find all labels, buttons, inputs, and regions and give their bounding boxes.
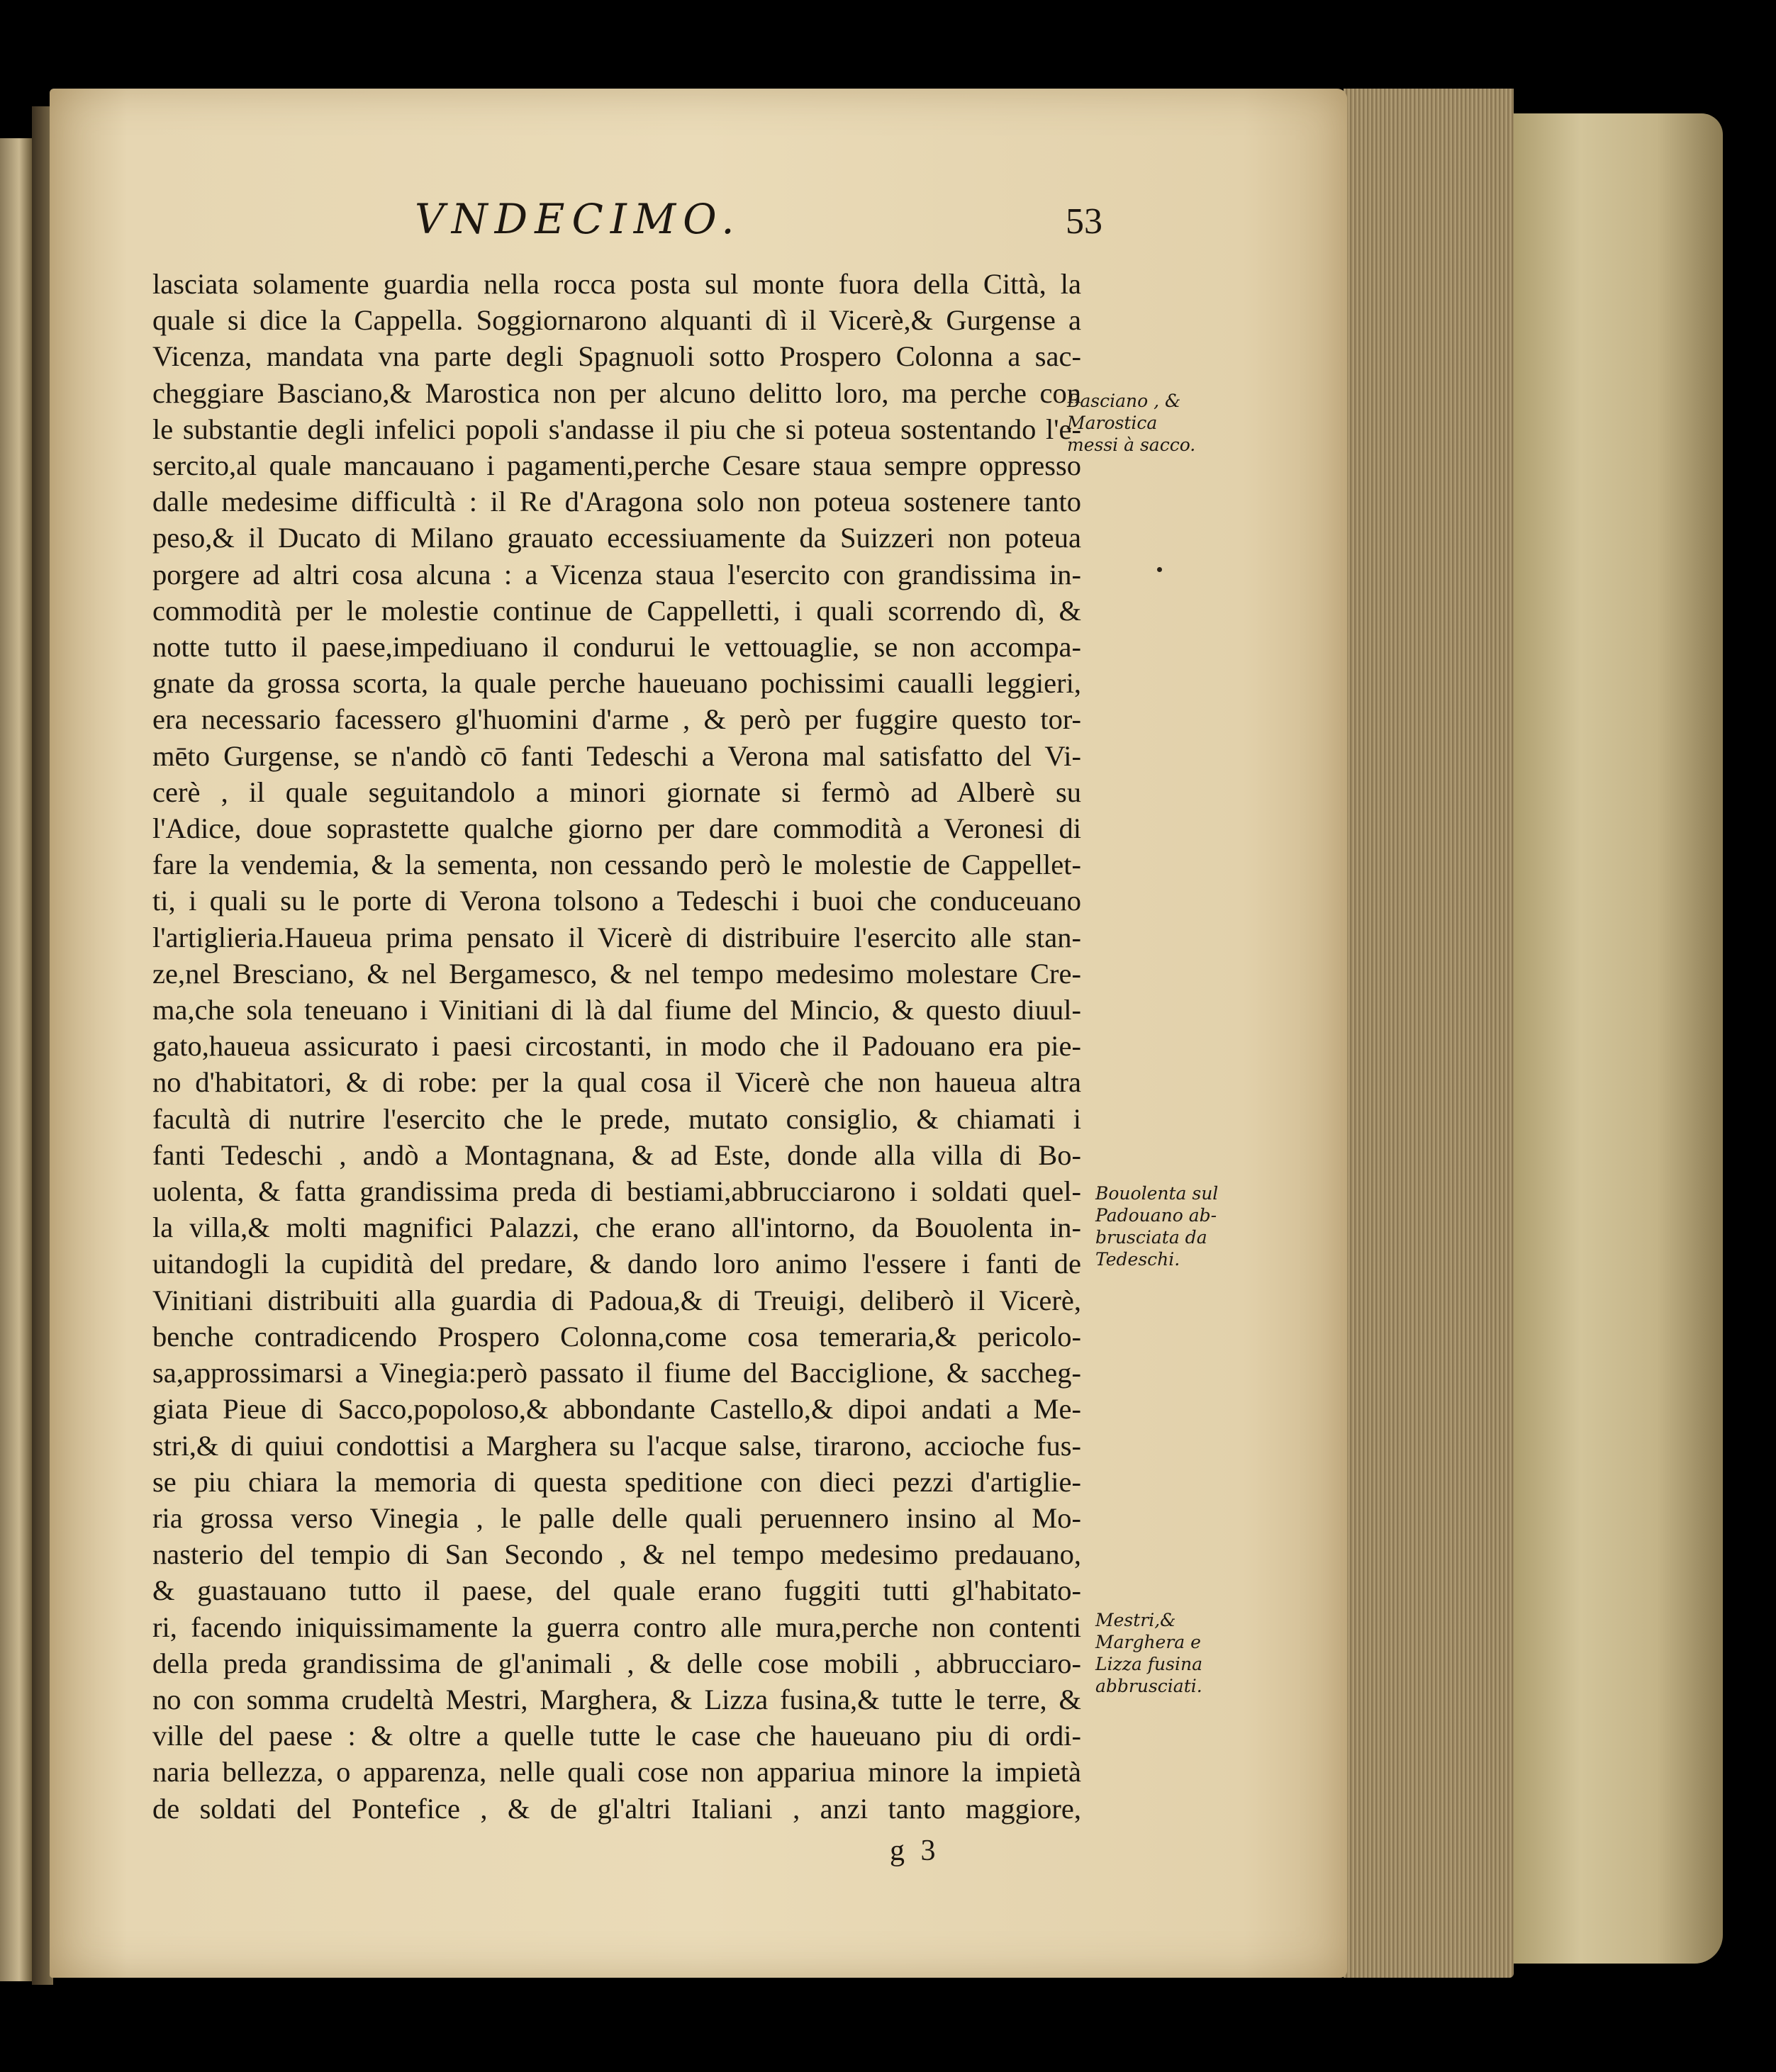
margin-note-line: abbrusciati.: [1095, 1676, 1202, 1696]
body-line: l'artiglieria.Haueua prima pensato il Vicerè di distribuire l'esercito alle stan-: [152, 921, 1081, 953]
margin-note-basciano: [1067, 390, 1209, 456]
body-line: cerè , il quale seguitandolo a minori giornate si fermò ad Alberè su: [152, 775, 1081, 808]
left-page-edge: [0, 138, 32, 1981]
body-line: ria grossa verso Vinegia , le palle delle quali peruennero insino al Mo-: [152, 1501, 1081, 1534]
body-line: mēto Gurgense, se n'andò cō fanti Tedeschi a Verona mal satisfatto del Vi-: [152, 739, 1081, 772]
body-line: gnate da grossa scorta, la quale perche haueuano pochissimi caualli leggieri,: [152, 667, 1081, 700]
body-line: no d'habitatori, & di robe: per la qual cosa il Vicerè che non haueua altra: [152, 1066, 1081, 1099]
running-head: [152, 195, 1102, 243]
margin-note-line: Tedeschi.: [1095, 1249, 1180, 1270]
signature-mark: g 3: [890, 1834, 940, 1867]
body-line: quale si dice la Cappella. Soggiornarono alquanti dì il Vicerè,& Gurgense a: [152, 304, 1081, 337]
body-line: naria bellezza, o apparenza, nelle quali cose non appariua minore la impietà: [152, 1756, 1081, 1788]
body-line: gato,haueua assicurato i paesi circostanti, in modo che il Padouano era pie-: [152, 1030, 1081, 1063]
body-line: ma,che sola teneuano i Vinitiani di là dal fiume del Mincio, & questo diuul-: [152, 994, 1081, 1026]
page-text-block: [152, 195, 1102, 1868]
body-line: nasterio del tempio di San Secondo , & nel tempo medesimo predauano,: [152, 1538, 1081, 1571]
body-line: ville del paese : & oltre a quelle tutte le case che haueuano piu di ordi-: [152, 1720, 1081, 1752]
body-line: no con somma crudeltà Mestri, Marghera, & Lizza fusina,& tutte le terre, &: [152, 1683, 1081, 1715]
margin-note-line: Marghera e: [1095, 1632, 1201, 1652]
ink-dot: [1157, 567, 1162, 572]
margin-note-line: Mestri,&: [1095, 1610, 1176, 1630]
body-line: benche contradicendo Prospero Colonna,come cosa temeraria,& pericolo-: [152, 1320, 1081, 1353]
body-line: era necessario facessero gl'huomini d'arme , & però per fuggire questo tor-: [152, 703, 1081, 736]
body-line: ze,nel Bresciano, & nel Bergamesco, & nel tempo medesimo molestare Cre-: [152, 957, 1081, 990]
margin-note-line: messi à sacco.: [1067, 435, 1196, 455]
body-line: dalle medesime difficultà : il Re d'Aragona solo non poteua sostenere tanto: [152, 486, 1081, 518]
body-line: lasciata solamente guardia nella rocca posta sul monte fuora della Città, la: [152, 268, 1081, 300]
margin-note-line: Padouano ab-: [1095, 1205, 1217, 1226]
body-line: la villa,& molti magnifici Palazzi, che erano all'intorno, da Bouolenta in-: [152, 1211, 1081, 1244]
body-line: della preda grandissima de gl'animali , & delle cose mobili , abbrucciaro-: [152, 1647, 1081, 1679]
book-fore-edge: [1344, 89, 1514, 1978]
margin-note-bouolenta: [1095, 1182, 1237, 1270]
margin-note-line: brusciata da: [1095, 1227, 1207, 1248]
body-text: [152, 266, 1102, 1827]
margin-note-line: Bouolenta sul: [1095, 1183, 1219, 1204]
body-line: sa,approssimarsi a Vinegia:però passato il fiume del Bacciglione, & saccheg-: [152, 1357, 1081, 1389]
body-line: porgere ad altri cosa alcuna : a Vicenza staua l'esercito con grandissima in-: [152, 558, 1081, 590]
body-line: uitandogli la cupidità del predare, & dando loro animo l'essere i fanti de: [152, 1248, 1081, 1280]
body-line: & guastauano tutto il paese, del quale erano fuggiti tutti gl'habitato-: [152, 1574, 1081, 1607]
page-number: 53: [1066, 201, 1102, 242]
body-line: Vicenza, mandata vna parte degli Spagnuoli sotto Prospero Colonna a sac-: [152, 340, 1081, 373]
body-line: le substantie degli infelici popoli s'andasse il piu che si poteua sostentando l'e-: [152, 413, 1081, 445]
margin-note-line: Lizza fusina: [1095, 1654, 1202, 1674]
body-line: giata Pieue di Sacco,popoloso,& abbondante Castello,& dipoi andati a Me-: [152, 1393, 1081, 1426]
body-line: facultà di nutrire l'esercito che le prede, mutato consiglio, & chiamati i: [152, 1102, 1081, 1135]
body-line: uolenta, & fatta grandissima preda di bestiami,abbrucciarono i soldati quel-: [152, 1175, 1081, 1208]
body-line: l'Adice, doue soprastette qualche giorno per dare commodità a Veronesi di: [152, 812, 1081, 845]
margin-note-line: Marostica: [1067, 413, 1158, 433]
body-line: se piu chiara la memoria di questa speditione con dieci pezzi d'artiglie-: [152, 1465, 1081, 1498]
book-binding: [1503, 113, 1723, 1964]
body-line: ri, facendo iniquissimamente la guerra contro alle mura,perche non contenti: [152, 1611, 1081, 1643]
body-line: ti, i quali su le porte di Verona tolsono a Tedeschi i buoi che conduceuano: [152, 885, 1081, 917]
body-line: fare la vendemia, & la sementa, non cessando però le molestie de Cappellet-: [152, 849, 1081, 881]
body-line: commodità per le molestie continue de Cappelletti, i quali scorrendo dì, &: [152, 594, 1081, 627]
body-line: stri,& di quiui condottisi a Marghera su l'acque salse, tirarono, accioche fus-: [152, 1429, 1081, 1462]
body-line: de soldati del Pontefice , & de gl'altri Italiani , anzi tanto maggiore,: [152, 1792, 1081, 1825]
body-line: notte tutto il paese,impediuano il condurui le vettouaglie, se non accompa-: [152, 631, 1081, 663]
body-line: fanti Tedeschi , andò a Montagnana, & ad Este, donde alla villa di Bo-: [152, 1138, 1081, 1171]
margin-note-line: Basciano , &: [1067, 391, 1181, 411]
margin-note-mestri: [1095, 1609, 1237, 1697]
body-line: cheggiare Basciano,& Marostica non per alcuno delitto loro, ma perche con: [152, 376, 1081, 409]
body-line: sercito,al quale mancauano i pagamenti,perche Cesare staua sempre oppresso: [152, 449, 1081, 482]
running-head-title: VNDECIMO.: [415, 195, 742, 243]
body-line: Vinitiani distribuiti alla guardia di Padoua,& di Treuigi, deliberò il Vicerè,: [152, 1284, 1081, 1316]
body-line: peso,& il Ducato di Milano grauato eccessiuamente da Suizzeri non poteua: [152, 522, 1081, 554]
